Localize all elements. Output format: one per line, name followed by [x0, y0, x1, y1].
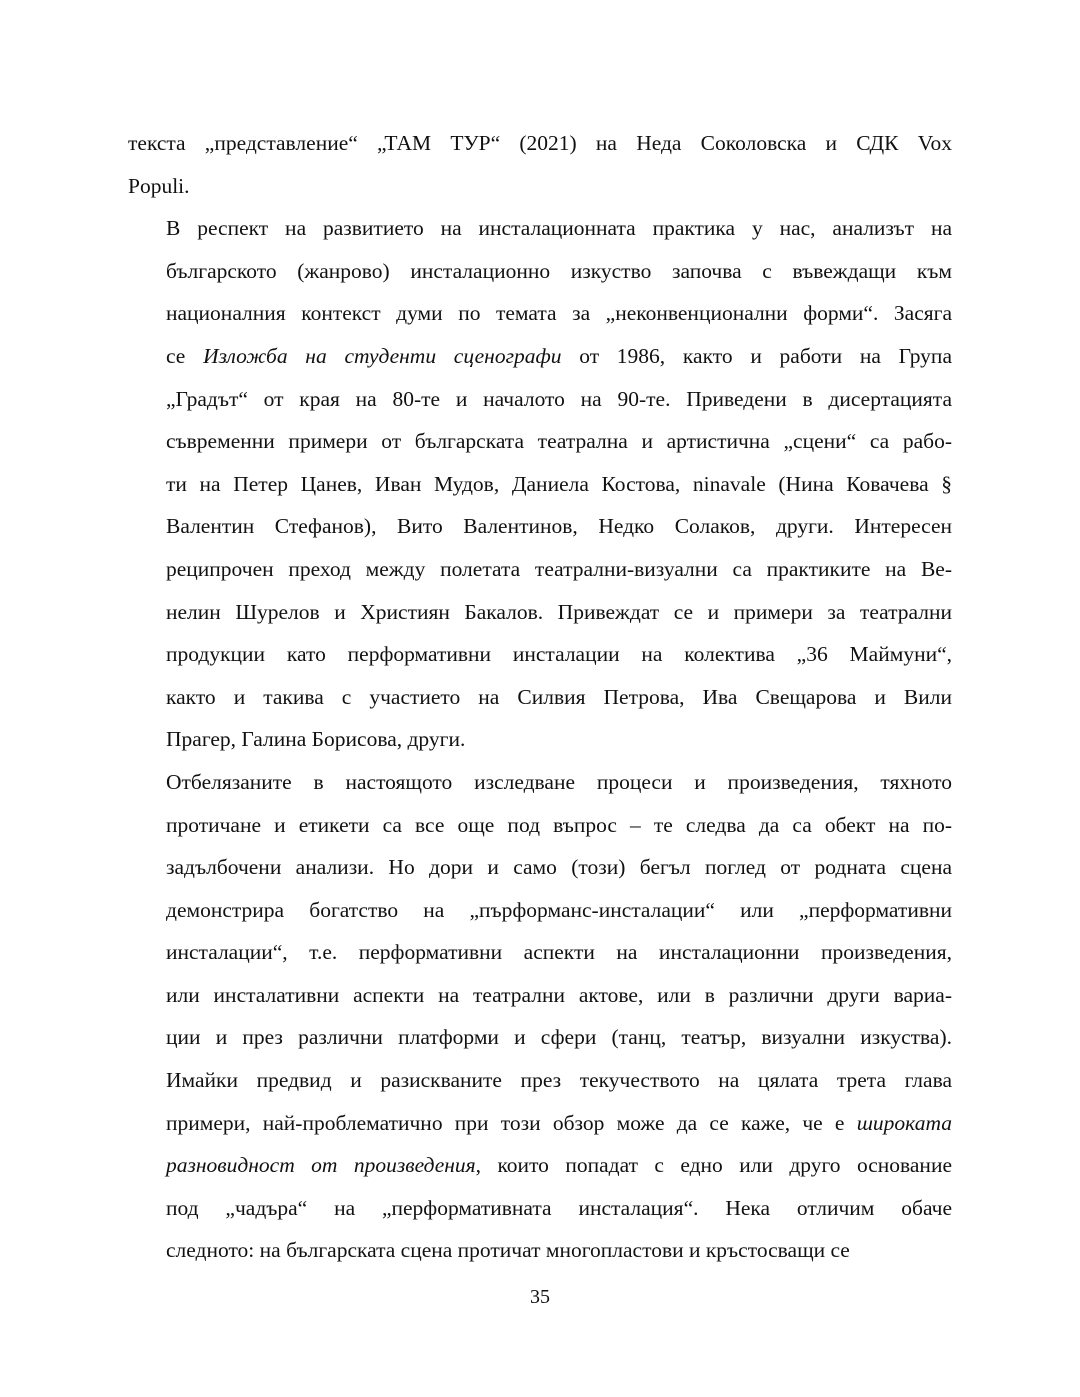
paragraph-3	[128, 761, 952, 1272]
text-line	[128, 1187, 952, 1230]
text-line	[128, 250, 952, 293]
text-run: продукции като перформативни инсталации на колектива „36 Маймуни“,	[166, 642, 952, 667]
text-run: Прагер, Галина Борисова, други.	[166, 727, 466, 752]
text-run: Отбелязаните в настоящото изследване процеси и произведения, тяхното	[166, 769, 952, 794]
text-run: под „чадъра“ на „перформативната инсталация“. Нека отличим обаче	[166, 1195, 952, 1220]
text-run: Имайки предвид и разискваните през текучеството на цялата трета глава	[166, 1068, 952, 1093]
text-run: текста „представление“ „ТАМ ТУР“ (2021) на Неда Соколовска и СДК Vox	[128, 131, 952, 155]
text-run: нелин Шурелов и Християн Бакалов. Привеждат се и примери за театрални	[166, 599, 952, 624]
text-run: следното: на българската сцена протичат многопластови и кръстосващи се	[166, 1238, 850, 1263]
text-line	[128, 1144, 952, 1187]
text-line	[128, 420, 952, 463]
text-line	[128, 1059, 952, 1102]
text-run: от 1986, както и работи на Група	[561, 343, 952, 368]
text-run: задълбочени анализи. Но дори и само (този) бегъл поглед от родната сцена	[166, 855, 952, 880]
italic-text: широката	[856, 1110, 952, 1135]
paragraph-1	[128, 122, 952, 207]
text-line	[128, 846, 952, 889]
text-line	[128, 974, 952, 1017]
text-run: В респект на развитието на инсталационната практика у нас, анализът на	[166, 216, 952, 241]
paragraph-2	[128, 207, 952, 761]
text-line	[128, 931, 952, 974]
text-line	[128, 1229, 952, 1272]
text-run: , които попадат с едно или друго основание	[475, 1153, 952, 1178]
text-run: както и такива с участието на Силвия Петрова, Ива Свещарова и Вили	[166, 684, 952, 709]
text-line	[128, 335, 952, 378]
text-run: Валентин Стефанов), Вито Валентинов, Недко Солаков, други. Интересен	[166, 514, 952, 539]
text-line	[128, 207, 952, 250]
text-run: ции и през различни платформи и сфери (танц, театър, визуални изкуства).	[166, 1025, 952, 1050]
text-line	[128, 718, 952, 761]
text-run: демонстрира богатство на „пърформанс-инсталации“ или „перформативни	[166, 897, 952, 922]
text-run: националния контекст думи по темата за „неконвенционални форми“. Засяга	[166, 301, 952, 326]
text-line	[128, 548, 952, 591]
text-line	[128, 1102, 952, 1145]
text-line	[128, 165, 952, 208]
text-line	[128, 676, 952, 719]
text-run: се	[166, 343, 204, 368]
text-line	[128, 591, 952, 634]
text-run: Populi.	[128, 173, 190, 198]
page-number: 35	[530, 1286, 550, 1308]
text-line	[128, 804, 952, 847]
text-line	[128, 463, 952, 506]
text-run: реципрочен преход между полетата театрални-визуални са практиките на Ве-	[166, 556, 952, 581]
text-line	[128, 761, 952, 804]
text-line	[128, 292, 952, 335]
text-line	[128, 889, 952, 932]
text-run: инсталации“, т.е. перформативни аспекти на инсталационни произведения,	[166, 940, 952, 965]
italic-text: Изложба на студенти сценографи	[203, 343, 562, 368]
text-run: ти на Петер Цанев, Иван Мудов, Даниела Костова, ninavale (Нина Ковачева §	[166, 471, 952, 496]
text-line	[128, 633, 952, 676]
text-line	[128, 378, 952, 421]
text-run: българското (жанрово) инсталационно изкуство започва с въвеждащи към	[166, 258, 952, 283]
text-run: протичане и етикети са все още под въпрос – те следва да са обект на по-	[166, 812, 952, 837]
text-run: примери, най-проблематично при този обзор може да се каже, че е	[166, 1110, 857, 1135]
text-run: или инсталативни аспекти на театрални актове, или в различни други вариа-	[166, 982, 952, 1007]
italic-text: разновидност от произведения	[166, 1153, 476, 1178]
text-run: съвременни примери от българската театрална и артистична „сцени“ са рабо-	[166, 429, 952, 454]
text-line	[128, 1016, 952, 1059]
text-line	[128, 122, 952, 165]
text-run: „Градът“ от края на 80-те и началото на 90-те. Приведени в дисертацията	[166, 386, 952, 411]
document-body	[128, 122, 952, 1272]
text-line	[128, 505, 952, 548]
